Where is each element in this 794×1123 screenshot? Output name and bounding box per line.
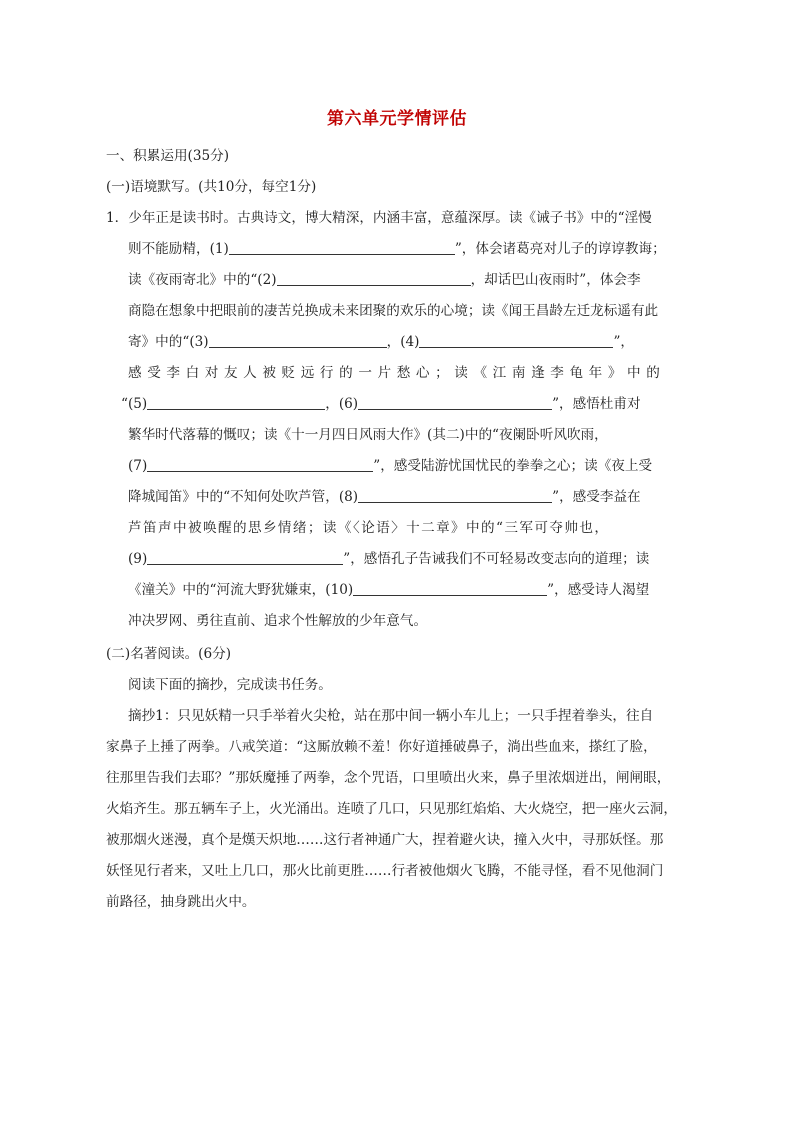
answer-blank[interactable]: [277, 272, 471, 286]
question-line: [128, 239, 666, 259]
question-line: 商隐在想象中把眼前的凄苦兑换成未来团聚的欢乐的心境；读《闻王昌龄左迁龙标遥有此: [128, 303, 659, 319]
question-text: ，: [386, 334, 401, 350]
question-text: ”，感悟杜甫对: [552, 396, 641, 412]
excerpt-line: 火焰齐生。那五辆车子上，火光涌出。连喷了几口，只见那红焰焰、大火烧空，把一座火云洞，: [106, 801, 677, 817]
question-text: ”，: [613, 334, 634, 350]
question-line: 冲决罗网、勇往直前、追求个性解放的少年意气。: [128, 613, 428, 629]
answer-blank[interactable]: [353, 582, 547, 596]
question-line: 感受李白对友人被贬远行的一片愁心；读《江南逢李龟年》中的: [128, 365, 666, 381]
question-text: ，却话巴山夜雨时”，体会李: [470, 272, 641, 288]
blank-number: (4): [400, 334, 420, 350]
excerpt-line: 家鼻子上捶了两拳。八戒笑道：“这厮放赖不羞！你好道捶破鼻子，淌出些血来，搽红了脸，: [106, 739, 657, 755]
question-text: 寄》中的“: [128, 334, 190, 350]
question-text: 降城闻笛》中的“不知何处吹芦管，: [128, 489, 339, 505]
question-text: ”，感悟孔子告诫我们不可轻易改变志向的道理；读: [343, 551, 650, 567]
blank-number: (10): [325, 582, 354, 598]
excerpt-line: 妖怪见行者来，又吐上几口，那火比前更胜……行者被他烟火飞腾，不能寻怪，看不见他洞门: [106, 863, 664, 879]
answer-blank[interactable]: [209, 334, 387, 348]
question-line: [128, 580, 649, 600]
answer-blank[interactable]: [358, 396, 552, 410]
blank-number: (1): [209, 241, 229, 257]
answer-blank[interactable]: [147, 458, 373, 472]
blank-number: (7): [128, 458, 148, 474]
blank-number: (8): [338, 489, 359, 505]
excerpt-line: 前路径，抽身跳出火中。: [106, 894, 256, 910]
answer-blank[interactable]: [147, 396, 325, 410]
question-text: 则不能励精，: [128, 241, 210, 257]
question-text: 读《夜雨寄北》中的“: [128, 272, 258, 288]
question-number: 1．: [106, 210, 129, 226]
question-line: 繁华时代落幕的慨叹；读《十一月四日风雨大作》(其二)中的“夜阑卧听风吹雨，: [128, 427, 608, 443]
question-line: 芦笛声中被唤醒的思乡情绪；读《〈论语〉十二章》中的“三军可夺帅也，: [128, 520, 610, 536]
blank-number: (3): [189, 334, 209, 350]
question-text: ，: [325, 396, 339, 412]
question-text: ”，感受诗人渴望: [547, 582, 650, 598]
question-line: [128, 549, 649, 569]
excerpt-line: 往那里告我们去耶？”那妖魔捶了两拳，念个咒语，口里喷出火来，鼻子里浓烟迸出，闸闸眼，: [106, 770, 671, 786]
question-line: [128, 456, 652, 476]
question-line: [128, 487, 641, 507]
question-text: 少年正是读书时。古典诗文，博大精深，内涵丰富，意蕴深厚。读《诫子书》中的“淫慢: [128, 210, 652, 226]
answer-blank[interactable]: [358, 489, 552, 503]
question-text: ”，体会诸葛亮对儿子的谆谆教诲；: [454, 241, 666, 257]
question-line: [128, 270, 641, 290]
blank-number: (6): [338, 396, 359, 412]
excerpt-line: 摘抄1：只见妖精一只手举着火尖枪，站在那中间一辆小车儿上；一只手捏着拳头，往自: [128, 708, 654, 724]
blank-number: (5): [127, 396, 148, 412]
question-text: ”，感受李益在: [552, 489, 641, 505]
question-line: [106, 208, 652, 228]
blank-number: (2): [257, 272, 277, 288]
question-text: 《潼关》中的“河流大野犹嫌束，: [128, 582, 326, 598]
page-title: 第六单元学情评估: [327, 109, 467, 129]
question-text: “: [121, 396, 128, 412]
question-line: [121, 394, 641, 414]
subsection-heading: (二)名著阅读。(6分): [106, 646, 232, 662]
instruction-text: 阅读下面的摘抄，完成读书任务。: [128, 677, 332, 693]
section-heading: 一、积累运用(35分): [106, 148, 230, 164]
question-line: [128, 332, 634, 352]
answer-blank[interactable]: [147, 551, 343, 565]
answer-blank[interactable]: [229, 241, 455, 255]
subsection-heading: (一)语境默写。(共10分，每空1分): [106, 179, 317, 195]
answer-blank[interactable]: [419, 334, 613, 348]
question-text: ”，感受陆游忧国忧民的拳拳之心；读《夜上受: [373, 458, 653, 474]
blank-number: (9): [128, 551, 148, 567]
excerpt-line: 被那烟火迷漫，真个是熯天炽地……这行者神通广大，捏着避火诀，撞入火中，寻那妖怪。那: [106, 832, 664, 848]
